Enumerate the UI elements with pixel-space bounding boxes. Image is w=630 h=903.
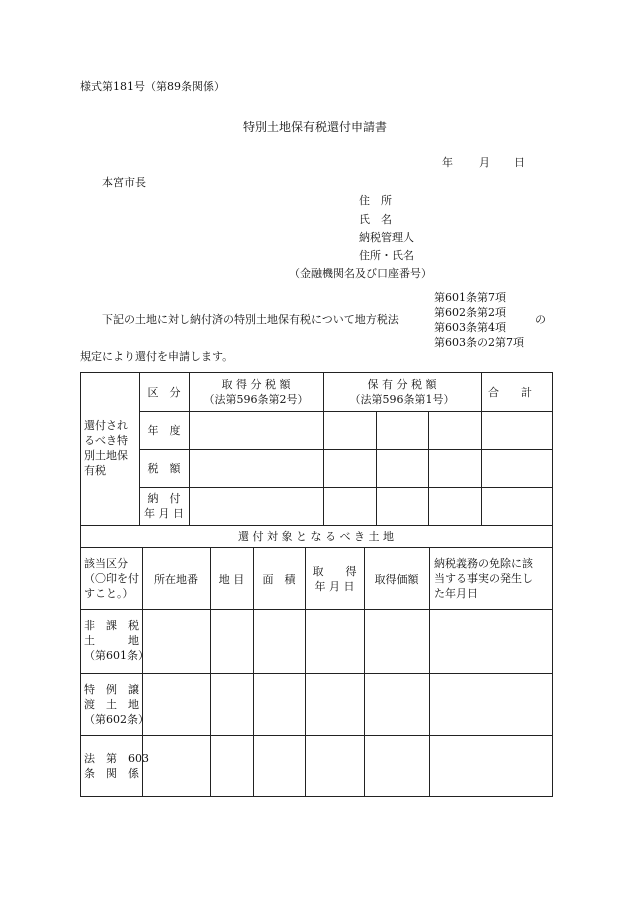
date-day: 日 [514, 156, 525, 169]
statement-suffix: の [535, 313, 546, 326]
col-acq-date-2: 年 月 日 [314, 580, 355, 593]
date-year: 年 [442, 156, 453, 169]
refund-tax-group-label: 還付され るべき特 別土地保 有税 [84, 419, 128, 477]
law-article-4: 第603条の2第7項 [434, 336, 524, 349]
section-title: 還 付 対 象 と な る べ き 土 地 [238, 530, 394, 543]
col-land-type: 地 目 [218, 573, 245, 586]
law-article-3: 第603条第4項 [434, 321, 506, 334]
col-acq-date-1: 取 得 [312, 565, 357, 578]
bank-info: （金融機関名及び口座番号） [289, 267, 432, 280]
col-kubun: 区 分 [147, 386, 181, 399]
col-exemption: 納税義務の免除に該 当する事実の発生し た年月日 [434, 557, 533, 600]
address-label: 住 所 [359, 194, 392, 207]
col-total: 合 計 [488, 386, 532, 399]
name-label: 氏 名 [359, 213, 392, 226]
addressee: 本宮市長 [102, 176, 146, 189]
col-acquisition-sub: （法第596条第2号） [203, 393, 309, 406]
row-tax: 税 額 [147, 462, 181, 475]
col-holding-sub: （法第596条第1号） [349, 393, 455, 406]
tax-manager-label: 納税管理人 [359, 231, 414, 244]
tax-manager-address-name: 住所・氏名 [359, 249, 414, 262]
col-location: 所在地番 [154, 573, 198, 586]
col-holding: 保 有 分 税 額 [367, 378, 437, 391]
row-paid-label-2: 年 月 日 [144, 507, 184, 520]
row-non-taxable-land: 非 課 税 土 地 （第601条） [84, 619, 149, 662]
row-article-603: 法 第 603 条 関 係 [84, 752, 149, 780]
date-month: 月 [479, 156, 490, 169]
form-title: 特別土地保有税還付申請書 [242, 120, 387, 134]
col-acq-price: 取得価額 [374, 573, 419, 586]
form-number: 様式第181号（第89条関係） [80, 80, 225, 93]
law-article-1: 第601条第7項 [434, 291, 506, 304]
col-acquisition: 取 得 分 税 額 [221, 378, 291, 391]
statement-line2: 規定により還付を申請します。 [80, 350, 234, 363]
col-category: 該当区分 （〇印を付 すこと。） [84, 557, 139, 600]
row-paid-label-1: 納 付 [147, 492, 181, 505]
row-special-transfer-land: 特 例 譲 渡 土 地 （第602条） [84, 683, 149, 726]
row-year: 年 度 [147, 424, 181, 437]
statement-prefix: 下記の土地に対し納付済の特別土地保有税について地方税法 [102, 313, 399, 326]
col-area: 面 積 [262, 573, 296, 586]
law-article-2: 第602条第2項 [434, 306, 506, 319]
